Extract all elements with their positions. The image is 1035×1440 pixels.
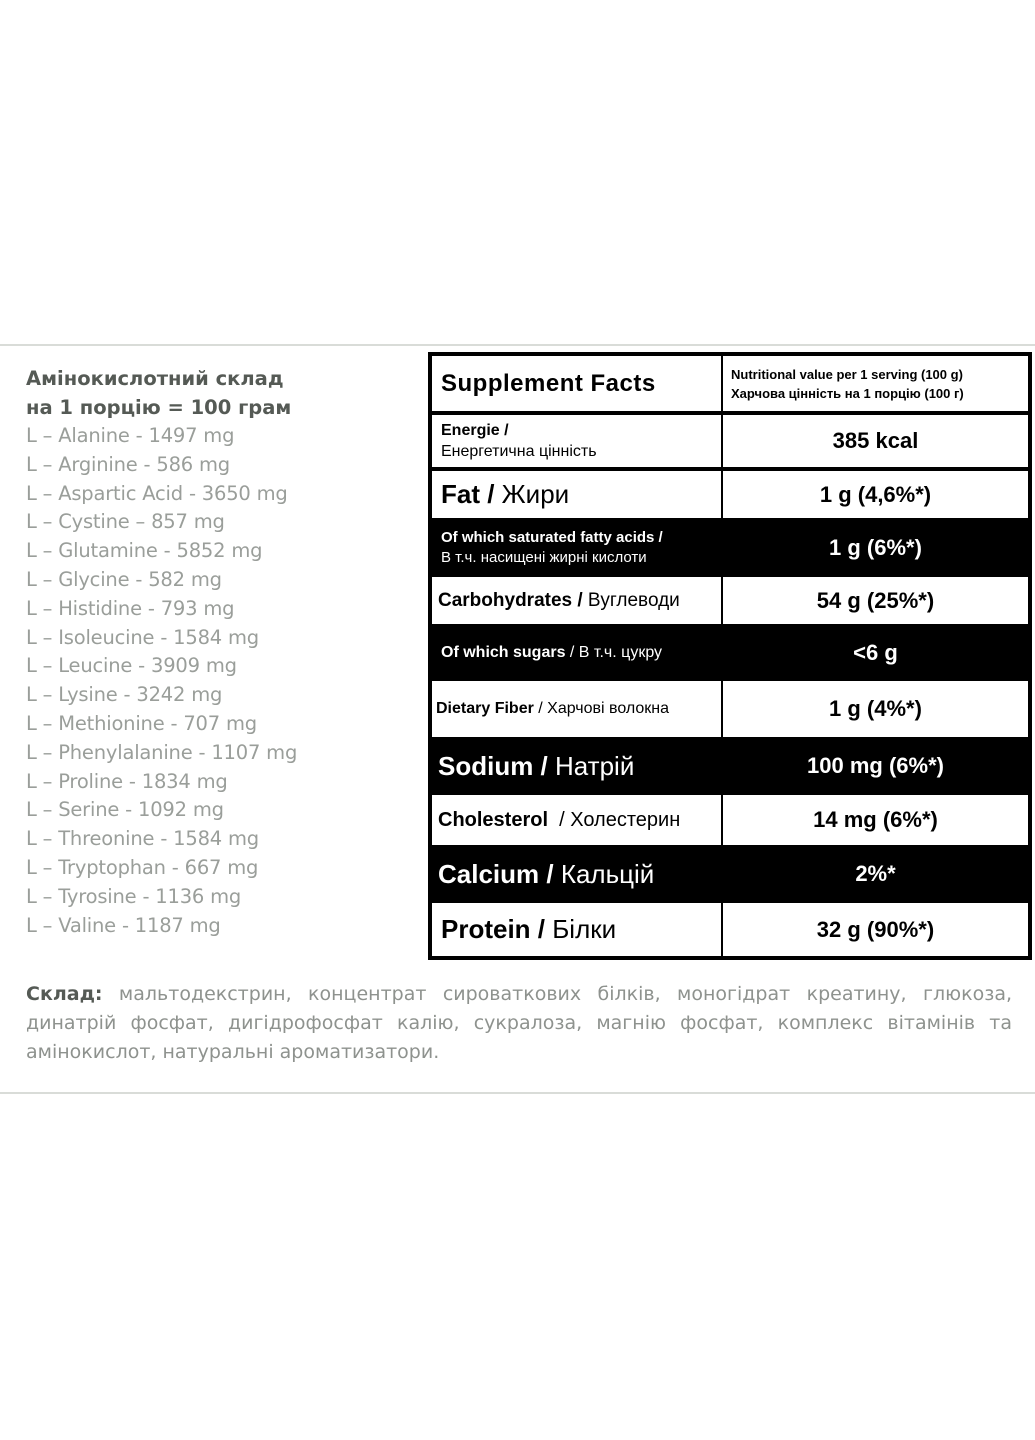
carbs-value: 54 g (25%*) — [816, 587, 935, 613]
sugars-ua: / В т.ч. цукру — [565, 643, 663, 661]
amino-item: L – Threonine - 1584 mg — [26, 827, 259, 851]
facts-row-fiber — [432, 681, 1028, 737]
calcium-value: 2%* — [855, 861, 896, 886]
energy-ua: Енергетична цінність — [441, 443, 597, 460]
cholesterol-value: 14 mg (6%*) — [813, 807, 938, 832]
amino-acid-section — [26, 364, 406, 940]
amino-item: L – Arginine - 586 mg — [26, 452, 230, 476]
protein-value: 32 g (90%*) — [816, 916, 935, 942]
composition-label: Склад: — [26, 983, 103, 1005]
facts-row-fat — [432, 471, 1028, 518]
fat-ua: Жири — [494, 479, 570, 509]
facts-row-sugars — [432, 628, 1028, 677]
fiber-en: Dietary Fiber — [436, 700, 534, 717]
serving-info — [723, 356, 1028, 411]
facts-row-energy — [432, 415, 1028, 467]
amino-item: L – Aspartic Acid - 3650 mg — [26, 481, 288, 505]
amino-item: L – Proline - 1834 mg — [26, 769, 228, 793]
amino-item: L – Leucine - 3909 mg — [26, 654, 237, 678]
facts-title: Supplement Facts — [441, 369, 656, 397]
label-panel — [0, 344, 1035, 1094]
supplement-facts-table — [428, 352, 1032, 960]
sodium-value: 100 mg (6%*) — [807, 753, 944, 778]
serving-ua: Харчова цінність на 1 порцію (100 г) — [731, 385, 964, 401]
facts-row-cholesterol — [432, 795, 1028, 845]
facts-row-calcium — [432, 849, 1028, 899]
amino-title-line1: Амінокислотний склад — [26, 367, 284, 390]
fiber-value: 1 g (4%*) — [829, 696, 922, 721]
amino-item: L – Tyrosine - 1136 mg — [26, 884, 242, 908]
fiber-ua: / Харчові волокна — [533, 700, 670, 717]
amino-item: L – Serine - 1092 mg — [26, 798, 224, 822]
amino-item: L – Histidine - 793 mg — [26, 596, 235, 620]
saturated-value: 1 g (6%*) — [829, 534, 922, 560]
sodium-ua: Натрій — [547, 750, 635, 781]
serving-en: Nutritional value per 1 serving (100 g) — [731, 366, 963, 382]
sugars-value: <6 g — [853, 639, 898, 665]
amino-item: L – Glutamine - 5852 mg — [26, 539, 263, 563]
energy-en: Energie / — [441, 422, 509, 439]
carbs-en: Carbohydrates / — [438, 589, 583, 611]
composition-paragraph — [26, 980, 1012, 1067]
amino-title-line2: на 1 порцію = 100 грам — [26, 396, 292, 419]
amino-item: L – Phenylalanine - 1107 mg — [26, 740, 298, 764]
amino-item: L – Isoleucine - 1584 mg — [26, 625, 259, 649]
sodium-en: Sodium / — [438, 750, 548, 781]
amino-item: L – Methionine - 707 mg — [26, 711, 257, 735]
saturated-en: Of which saturated fatty acids / — [441, 528, 663, 546]
cholesterol-en: Cholesterol — [438, 808, 554, 831]
energy-value: 385 kcal — [832, 428, 919, 453]
facts-row-saturated — [432, 522, 1028, 573]
amino-list — [26, 422, 406, 940]
calcium-ua: Кальцій — [553, 858, 655, 889]
fat-en: Fat / — [441, 479, 495, 509]
protein-ua: Білки — [545, 914, 617, 944]
facts-header-row — [432, 356, 1028, 411]
carbs-ua: Вуглеводи — [582, 589, 680, 611]
facts-row-protein — [432, 903, 1028, 956]
amino-item: L – Tryptophan - 667 mg — [26, 855, 259, 879]
facts-row-carbs — [432, 577, 1028, 624]
amino-item: L – Lysine - 3242 mg — [26, 683, 223, 707]
saturated-ua: В т.ч. насищені жирні кислоти — [441, 548, 647, 566]
cholesterol-ua: / Холестерин — [553, 808, 681, 831]
facts-row-sodium — [432, 741, 1028, 791]
composition-text: мальтодекстрин, концентрат сироваткових білків, моногідрат креатину, глюкоза, динатрій фосфат, дигідрофосфат калію, сукралоза, магнію фосфат, комплекс вітамінів та амінокислот, натуральні ароматизатори. — [26, 983, 1012, 1063]
calcium-en: Calcium / — [438, 858, 554, 889]
amino-item: L – Cystine – 857 mg — [26, 510, 225, 534]
amino-item: L – Glycine - 582 mg — [26, 567, 222, 591]
sugars-en: Of which sugars — [441, 643, 566, 661]
amino-item: L – Alanine - 1497 mg — [26, 424, 235, 447]
protein-en: Protein / — [441, 914, 546, 944]
amino-item: L – Valine - 1187 mg — [26, 913, 221, 937]
fat-value: 1 g (4,6%*) — [819, 481, 932, 507]
